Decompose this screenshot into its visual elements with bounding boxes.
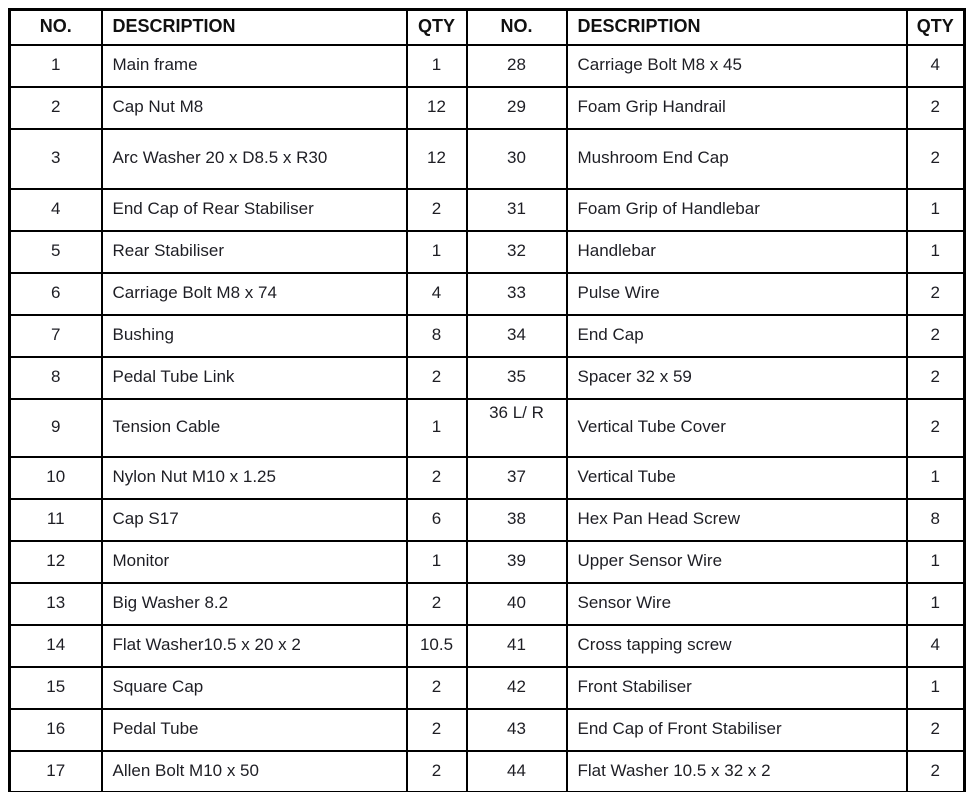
part-no: 17 (10, 751, 102, 792)
part-description: End Cap of Front Stabiliser (567, 709, 907, 751)
part-qty: 10.5 (407, 625, 467, 667)
part-no: 36 L/ R (467, 399, 567, 457)
table-row (10, 129, 965, 189)
part-qty: 2 (907, 273, 965, 315)
part-description: Arc Washer 20 x D8.5 x R30 (102, 129, 407, 189)
table-row (10, 273, 965, 315)
table-row (10, 751, 965, 792)
part-no: 6 (10, 273, 102, 315)
part-description: Monitor (102, 541, 407, 583)
part-description: Handlebar (567, 231, 907, 273)
part-no: 29 (467, 87, 567, 129)
part-qty: 1 (407, 231, 467, 273)
part-qty: 6 (407, 499, 467, 541)
part-no: 28 (467, 45, 567, 87)
part-no: 8 (10, 357, 102, 399)
part-description: Foam Grip of Handlebar (567, 189, 907, 231)
part-qty: 1 (907, 541, 965, 583)
part-description: Foam Grip Handrail (567, 87, 907, 129)
part-qty: 2 (907, 357, 965, 399)
part-description: Carriage Bolt M8 x 74 (102, 273, 407, 315)
table-row (10, 709, 965, 751)
table-row (10, 457, 965, 499)
header-no-right: NO. (467, 10, 567, 45)
table-row (10, 667, 965, 709)
part-qty: 1 (907, 231, 965, 273)
part-description: Front Stabiliser (567, 667, 907, 709)
part-description: Allen Bolt M10 x 50 (102, 751, 407, 792)
part-qty: 1 (907, 189, 965, 231)
part-description: Flat Washer 10.5 x 32 x 2 (567, 751, 907, 792)
part-qty: 1 (907, 667, 965, 709)
part-qty: 2 (407, 709, 467, 751)
part-qty: 4 (907, 625, 965, 667)
part-description: Flat Washer10.5 x 20 x 2 (102, 625, 407, 667)
part-qty: 2 (907, 129, 965, 189)
part-qty: 12 (407, 129, 467, 189)
part-description: Spacer 32 x 59 (567, 357, 907, 399)
part-qty: 8 (407, 315, 467, 357)
table-row (10, 315, 965, 357)
part-no: 9 (10, 399, 102, 457)
part-no: 15 (10, 667, 102, 709)
part-no: 40 (467, 583, 567, 625)
part-description: Mushroom End Cap (567, 129, 907, 189)
header-qty-right: QTY (907, 10, 965, 45)
part-no: 43 (467, 709, 567, 751)
part-qty: 2 (907, 751, 965, 792)
part-no: 32 (467, 231, 567, 273)
table-row (10, 399, 965, 457)
part-description: Big Washer 8.2 (102, 583, 407, 625)
table-row (10, 45, 965, 87)
part-qty: 2 (407, 457, 467, 499)
part-no: 31 (467, 189, 567, 231)
part-qty: 2 (407, 357, 467, 399)
part-no: 39 (467, 541, 567, 583)
part-qty: 4 (907, 45, 965, 87)
part-no: 1 (10, 45, 102, 87)
part-description: Pedal Tube Link (102, 357, 407, 399)
table-row (10, 189, 965, 231)
part-description: Pedal Tube (102, 709, 407, 751)
part-qty: 2 (407, 667, 467, 709)
part-no: 33 (467, 273, 567, 315)
part-no: 38 (467, 499, 567, 541)
part-qty: 8 (907, 499, 965, 541)
table-row (10, 583, 965, 625)
part-qty: 4 (407, 273, 467, 315)
part-no: 10 (10, 457, 102, 499)
part-no: 13 (10, 583, 102, 625)
part-qty: 1 (407, 541, 467, 583)
part-description: Upper Sensor Wire (567, 541, 907, 583)
header-no-left: NO. (10, 10, 102, 45)
part-no: 12 (10, 541, 102, 583)
part-qty: 1 (907, 583, 965, 625)
part-qty: 2 (907, 709, 965, 751)
part-no: 2 (10, 87, 102, 129)
part-no: 3 (10, 129, 102, 189)
part-description: Cap Nut M8 (102, 87, 407, 129)
header-description-right: DESCRIPTION (567, 10, 907, 45)
part-description: End Cap (567, 315, 907, 357)
part-qty: 12 (407, 87, 467, 129)
part-qty: 1 (407, 399, 467, 457)
part-qty: 2 (907, 87, 965, 129)
part-no: 35 (467, 357, 567, 399)
part-qty: 2 (407, 751, 467, 792)
part-description: Cross tapping screw (567, 625, 907, 667)
part-description: Square Cap (102, 667, 407, 709)
part-no: 37 (467, 457, 567, 499)
part-qty: 1 (907, 457, 965, 499)
part-no: 42 (467, 667, 567, 709)
part-description: Vertical Tube Cover (567, 399, 907, 457)
part-description: Cap S17 (102, 499, 407, 541)
part-qty: 2 (407, 583, 467, 625)
part-description: Hex Pan Head Screw (567, 499, 907, 541)
header-row (10, 10, 965, 45)
table-row (10, 625, 965, 667)
part-qty: 2 (407, 189, 467, 231)
part-description: Carriage Bolt M8 x 45 (567, 45, 907, 87)
part-description: Main frame (102, 45, 407, 87)
part-qty: 2 (907, 315, 965, 357)
part-no: 5 (10, 231, 102, 273)
part-description: Rear Stabiliser (102, 231, 407, 273)
part-description: Nylon Nut M10 x 1.25 (102, 457, 407, 499)
part-description: Vertical Tube (567, 457, 907, 499)
part-description: End Cap of Rear Stabiliser (102, 189, 407, 231)
part-no: 14 (10, 625, 102, 667)
parts-table (8, 8, 966, 792)
part-description: Tension Cable (102, 399, 407, 457)
table-row (10, 87, 965, 129)
header-description-left: DESCRIPTION (102, 10, 407, 45)
part-no: 30 (467, 129, 567, 189)
part-no: 44 (467, 751, 567, 792)
part-qty: 2 (907, 399, 965, 457)
part-no: 11 (10, 499, 102, 541)
header-qty-left: QTY (407, 10, 467, 45)
table-row (10, 499, 965, 541)
part-description: Pulse Wire (567, 273, 907, 315)
part-no: 34 (467, 315, 567, 357)
table-row (10, 357, 965, 399)
table-row (10, 231, 965, 273)
part-qty: 1 (407, 45, 467, 87)
part-description: Bushing (102, 315, 407, 357)
part-no: 7 (10, 315, 102, 357)
part-no: 4 (10, 189, 102, 231)
part-no: 41 (467, 625, 567, 667)
part-description: Sensor Wire (567, 583, 907, 625)
part-no: 16 (10, 709, 102, 751)
table-row (10, 541, 965, 583)
